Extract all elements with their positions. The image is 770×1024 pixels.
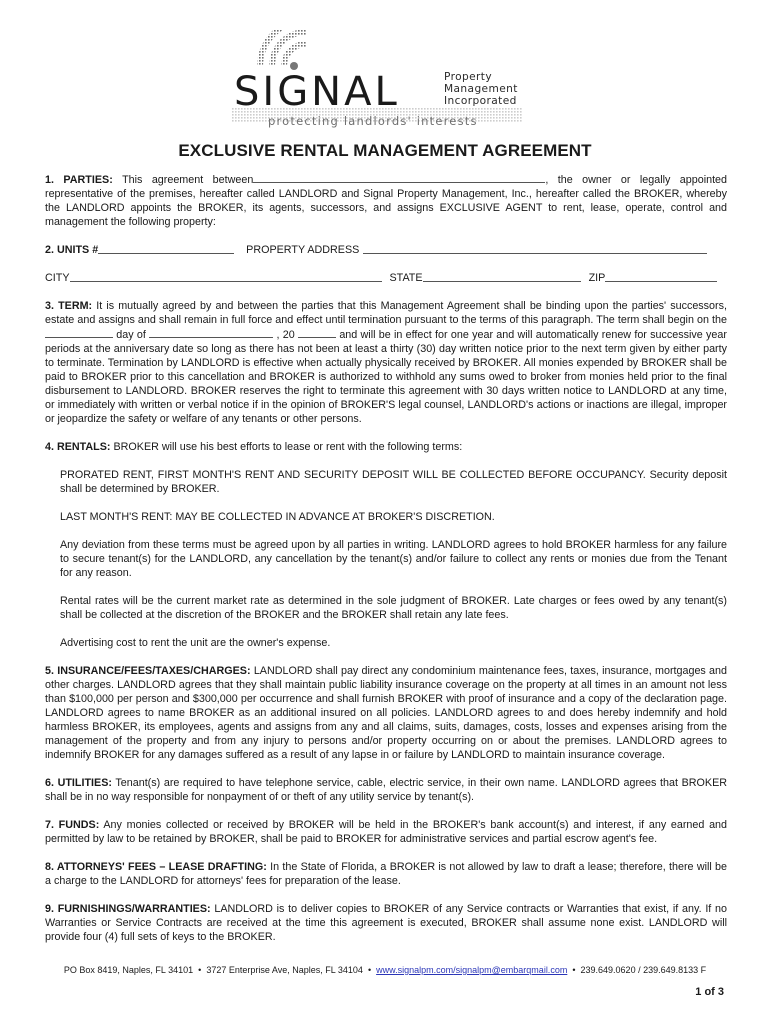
section-text: In the State of Florida, a BROKER is not allowed by law to draft a lease; therefore, there will be a charge to the LANDLORD for attorneys' fees for preparation of the lease. bbox=[45, 861, 727, 887]
company-name-line3: Incorporated bbox=[444, 95, 517, 108]
company-name-block bbox=[444, 71, 518, 108]
rentals-paragraph: PRORATED RENT, FIRST MONTH'S RENT AND SECURITY DEPOSIT WILL BE COLLECTED BEFORE OCCUPANCY. Security deposit shall be determined by BROKER. bbox=[60, 469, 727, 495]
document-body bbox=[45, 172, 727, 944]
section-attorneys-fees bbox=[45, 860, 727, 888]
property-address-blank[interactable] bbox=[363, 243, 707, 254]
section-rentals bbox=[45, 440, 727, 454]
section-text: and will be in effect for one year and will automatically renew for successive year periods at the anniversary date so long as there has not been at least a thirty (30) day written notice prior to the next term given by either party to terminate. Termination by LANDLORD is effective when actually physically received by BROKER. All monies expended by BROKER shall be paid to BROKER prior to this cancellation and BROKER is authorized to withhold any sums owed to broker from monies held prior to the final disbursement to LANDLORD. BROKER reserves the right to terminate this agreement with 30 days written notice to LANDLORD at any time, or immediately with written or verbal notice if in the opinion of BROKER'S legal counsel, LANDLORD's actions or inactions are illegal, improper or jeopardize the safety or welfare of any tenants or other persons. bbox=[45, 329, 727, 425]
rentals-paragraph: Advertising cost to rent the unit are the owner's expense. bbox=[60, 637, 331, 649]
section-text: Tenant(s) are required to have telephone service, cable, electric service, in their own name. LANDLORD agrees that BROKER shall be in no way responsible for nonpayment of or theft of any utility service by tenant(s). bbox=[45, 777, 728, 803]
section-heading: 7. FUNDS: bbox=[45, 819, 100, 831]
section-location bbox=[45, 271, 727, 285]
email-link[interactable]: /signalpm@embarqmail.com bbox=[453, 965, 568, 975]
page-footer bbox=[0, 965, 770, 975]
section-units bbox=[45, 243, 727, 257]
city-blank[interactable] bbox=[70, 271, 382, 282]
bullet-separator: • bbox=[572, 965, 576, 975]
section-funds bbox=[45, 818, 727, 846]
rentals-paragraph: Any deviation from these terms must be agreed upon by all parties in writing. LANDLORD agrees to hold BROKER harmless for any failure to secure tenant(s) for the LANDLORD, any cancellation by the tenant(s) and/or failure to collect any rents or monies due from the Tenant for any reason. bbox=[60, 539, 727, 579]
begin-date-blank[interactable] bbox=[45, 327, 113, 338]
zip-blank[interactable] bbox=[605, 271, 717, 282]
section-heading: 6. UTILITIES: bbox=[45, 777, 112, 789]
city-label: CITY bbox=[45, 272, 70, 284]
mailing-address: PO Box 8419, Naples, FL 34101 bbox=[63, 965, 194, 975]
section-text: This agreement between bbox=[122, 174, 254, 186]
section-text: LANDLORD shall pay direct any condominium maintenance fees, taxes, insurance, mortgages and other charges. LANDLORD agrees that they shall maintain public liability insurance coverage on the property at all times in an amount not less than $100,000 per person and $300,000 per occurrence and shall furnish BROKER with proof of insurance and a copy of the declaration page. LANDLORD agrees to name BROKER as an additional insured on all policies. LANDLORD agrees to and does hereby indemnify and hold harmless BROKER, its employees, agents and assigns from any and all claims, suits, damages, costs, losses and expenses arising from the management of the property and from any injury to persons and/or property occurring on or about the premises. LANDLORD agrees to indemnify BROKER for any damages suffered as a result of any lapse in or failure by LANDLORD to maintain insurance coverage. bbox=[45, 665, 727, 761]
website-link[interactable]: www.signalpm.com bbox=[376, 965, 454, 975]
company-logo bbox=[232, 30, 542, 132]
section-text: , 20 bbox=[276, 329, 295, 341]
zip-label: ZIP bbox=[588, 272, 606, 284]
rentals-paragraph: LAST MONTH'S RENT: MAY BE COLLECTED IN ADVANCE AT BROKER'S DISCRETION. bbox=[60, 511, 495, 523]
section-heading: 9. FURNISHINGS/WARRANTIES: bbox=[45, 903, 211, 915]
landlord-name-blank[interactable] bbox=[253, 172, 545, 183]
bullet-separator: • bbox=[198, 965, 202, 975]
section-text: BROKER will use his best efforts to lease or rent with the following terms: bbox=[113, 441, 463, 453]
signal-wordmark: SIGNAL bbox=[234, 69, 400, 115]
state-label: STATE bbox=[389, 272, 423, 284]
section-furnishings bbox=[45, 902, 727, 944]
page-number: 1 of 3 bbox=[695, 986, 724, 998]
phone-fax: 239.649.0620 / 239.649.8133 F bbox=[580, 965, 707, 975]
section-text: LANDLORD is to deliver copies to BROKER of any Service contracts or Warranties that exist, if any. If no Warranties or Service Contracts are received at the time this agreement is executed, BROKER shall assume none exist. LANDLORD will provide four (4) full sets of keys to the BROKER. bbox=[45, 903, 728, 943]
section-text: Any monies collected or received by BROKER will be held in the BROKER's bank account(s) and interest, if any earned and permitted by law to be retained by BROKER, shall be paid to BROKER for administrative services and partial escrow agent's fee. bbox=[45, 819, 727, 845]
section-parties bbox=[45, 172, 727, 229]
section-heading: 4. RENTALS: bbox=[45, 441, 111, 453]
section-text: It is mutually agreed by and between the parties that this Management Agreement shall be binding upon the parties' successors, estate and assigns and shall remain in full force and effect until termination pursuant to the terms of this paragraph. The term shall begin on the bbox=[45, 300, 727, 326]
logo-tagline: protecting landlords' interests bbox=[268, 114, 478, 128]
section-utilities bbox=[45, 776, 727, 804]
section-heading: 2. UNITS # bbox=[45, 244, 99, 256]
section-heading: 8. ATTORNEYS' FEES – LEASE DRAFTING: bbox=[45, 861, 267, 873]
section-term bbox=[45, 299, 727, 426]
begin-year-blank[interactable] bbox=[298, 327, 336, 338]
section-text: day of bbox=[116, 329, 146, 341]
section-heading: 1. PARTIES: bbox=[45, 174, 113, 186]
street-address: 3727 Enterprise Ave, Naples, FL 34104 bbox=[206, 965, 363, 975]
units-blank[interactable] bbox=[98, 243, 234, 254]
section-insurance bbox=[45, 664, 727, 762]
company-name-line1: Property bbox=[444, 71, 493, 83]
begin-month-blank[interactable] bbox=[149, 327, 273, 338]
section-heading: 3. TERM: bbox=[45, 300, 93, 312]
bullet-separator: • bbox=[367, 965, 372, 975]
rentals-paragraph: Rental rates will be the current market rate as determined in the sole judgment of BROKER. Late charges or fees owed by any tenant(s) shall be collected at the discretion of the BROKER and the BROKER shall retain any late fees. bbox=[60, 595, 727, 621]
company-name-line2: Management bbox=[444, 83, 518, 96]
document-title: EXCLUSIVE RENTAL MANAGEMENT AGREEMENT bbox=[178, 141, 592, 160]
state-blank[interactable] bbox=[423, 271, 581, 282]
section-heading: 5. INSURANCE/FEES/TAXES/CHARGES: bbox=[45, 665, 251, 677]
property-address-label: PROPERTY ADDRESS bbox=[246, 244, 360, 256]
section-text: , the owner or legally appointed representative of the premises, hereafter called LANDLORD and Signal Property Management, Inc., hereafter called the BROKER, whereby the LANDLORD appoints the BROKER, its agents, successors, and assigns EXCLUSIVE AGENT to rent, lease, operate, control and management the following property: bbox=[45, 174, 728, 228]
